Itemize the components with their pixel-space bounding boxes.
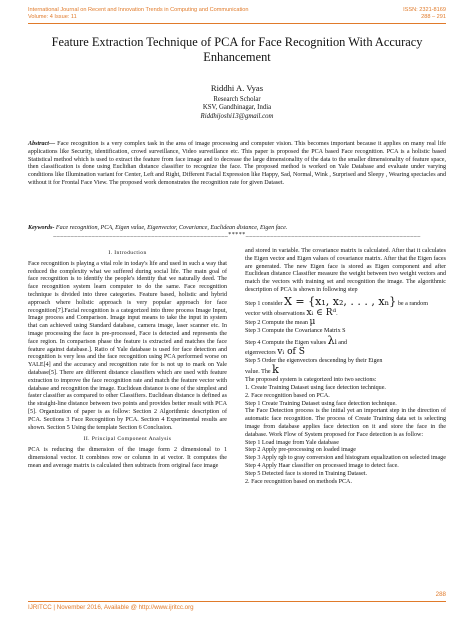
header-rule [28, 23, 446, 24]
journal-name: International Journal on Recent and Innovation Trends in Computing and Communication [28, 7, 249, 13]
proposed-system-intro: The proposed system is categorized into two sections: [245, 377, 377, 384]
pca-section-text: PCA is reducing the dimension of the image form 2 dimensional to 1 dimensional vector. It combines row or column in at vector. It computes the mean and average matrix is calculated then subtracts from original face image [28, 447, 227, 469]
pca-step-3: Step 3 Compute the Covariance Matrix S [245, 328, 346, 335]
fd-step-1: Step 1 Load image from Yale database [245, 439, 339, 446]
pca-step-4-line-2 [245, 348, 446, 358]
fd-step-5: Step 5 Detected face is stored in Training Dataset. [245, 470, 368, 477]
pca-step-1 [245, 294, 446, 309]
fd-step-3: Step 3 Apply rgb to gray conversion and histogram equalization on selected image [245, 455, 446, 462]
pca-continued-text: and stored in variable. The covariance matrix is calculated. After that it calculates the Eigen vector and Eigen values of covariance matrix. After that the Eigen faces are generated. The new Eigen face is stored as Eigen component and after Euclidean distance Classifier measure the weight between two weight vectors and match the vectors with training set and recognition the image. The algorithmic description of PCA is shown in following step [245, 248, 446, 293]
eigenvalue-symbol: λᵢ [327, 333, 337, 347]
fd-item-2: 2. Face recognition based on methods PCA. [245, 478, 352, 485]
left-column [28, 248, 227, 471]
pca-step-1-suffix: be a random [396, 300, 428, 307]
eigenvector-symbol: vᵢ of S [277, 346, 305, 357]
author-name: Riddhi A. Vyas [210, 83, 264, 93]
pca-step-2 [245, 318, 446, 328]
author-role: Research Scholar [213, 96, 261, 103]
fd-step-2: Step 2 Apply pre-processing on loaded image [245, 447, 357, 454]
pca-step-4-label: Step 4 Compute the Eigen values [245, 339, 328, 346]
section-heading-introduction: I. Introduction [108, 250, 147, 256]
introduction-text: Face recognition is playing a vital role in today's life and used in such a way that reduced the complexity what we suffered during social life. The main goal of face recognition is to identify the people's identity that we naturally deed. The face recognition system learn computer to do the same. Face recognition technique is divided into three categories. Feature based, holistic and hybrid approach where holistic approach is very popular approach for face recognition[7].Facial recognition is a categorized into three process Image Input, Image process and Comparison. Image input means to take the input in system that can achieved using Standard database, camera image, laser scanner etc. In image processing the face is pre-processed, Face is detected and represents the face region. In comparison phase the feature is extracted and matches the face feature against database.]. Ratio of Yale database is used for face detection and recognition is very less and the face recognition using PCA performed worse on YALE[4] and the accuracy and recognition rate for is not up to mark on Yale database[5]. There are different distance classifiers which are used with feature extraction to improve the face recognition rate and match the feature vector with database and recognition the image. Euclidean distance is one of the simplest and faster classifier as compared to other Classifiers. Euclidean distance is defined as the straight-line distance between two points and provides better result with PCA [5]. Organization of paper is as follow: Section 2 Algorithmic description of PCA. Sections 3 Face Recognition by PCA. Section 4 Experimental results are shown. Section 5 Using the template Section 6 Conclusion. [28, 260, 227, 431]
author-affiliation [0, 96, 474, 121]
observation-formula: xᵢ ∈ Rᵈ [306, 307, 337, 318]
journal-volume: Volume: 4 Issue: 11 [28, 14, 77, 20]
k-symbol: k [272, 363, 279, 377]
pca-step-5-line-2-label: value. The [245, 369, 273, 376]
keywords-text: Face recognition, PCA, Eigen value, Eigenvector, Covariance, Euclidean distance, Eigen face. [54, 225, 288, 231]
section-separator: __________________________________________________*****__________________________________________________ [53, 232, 421, 238]
footer-rule [28, 601, 446, 602]
keywords-label: Keywords- [28, 225, 55, 231]
journal-pages: 288 – 291 [421, 14, 446, 20]
pca-step-4-line-2-label: eigenvectors [245, 349, 278, 356]
abstract [28, 141, 446, 188]
running-header-right [403, 7, 446, 21]
pca-step-1-label: Step 1 consider [245, 300, 285, 307]
author-email[interactable]: Riddhijoshi13@gmail.com [200, 112, 274, 120]
right-column [245, 248, 446, 486]
abstract-label: Abstract— [28, 141, 56, 147]
pca-step-5-line-2 [245, 365, 446, 377]
page-number: 288 [435, 591, 446, 598]
pca-step-1-line-2-label: vector with observations [245, 310, 307, 317]
paper-title: Feature Extraction Technique of PCA for Face Recognition With Accuracy Enhancement [51, 35, 423, 64]
mean-symbol: μ [309, 317, 316, 328]
pca-step-1-line-2-suffix: . [336, 310, 338, 317]
abstract-text: Face recognition is a very complex task in the area of image processing and computer vision. This becomes important because it applies on many real life applications like Security, identification, crowd surveillance, Video surveillance etc. This paper is proposed the PCA based Face recognition. PCA is a holistic based Statistical method which is used to extract the feature from face image and to decrease the large dimensionality of the data to the smaller dimensionality of feature space, then classification is done using Euclidian distance classifier to recognize the face. The proposed method is worked on Yale Database and evaluate under varying conditions like Illumination variant for Center, Left and Right, Different Facial Expression like Happy, Sad, Normal, Wink , Surprised and Sleepy , Wearing spectacles and without it for Frontal Face View. The proposed work demonstrates the recognition rate for given Dataset. [28, 141, 446, 186]
running-header-left [28, 7, 248, 21]
proposed-item-1: 1. Create Training Dataset using face detection technique. [245, 384, 386, 391]
footer-text[interactable]: IJRITCC | November 2016, Available @ http://www.ijritcc.org [28, 604, 194, 611]
proposed-item-2: 2. Face recognition based on PCA. [245, 392, 330, 399]
face-detection-text: The Face Detection process is the initial yet an important step in the direction of automatic face recognition. The process of Create Training data set is selecting image from database applies face detection on it and store the face in the database. Work Flow of System proposed for Face detection is as follow: [245, 408, 446, 438]
section-heading-pca: II. Principal Component Analysis [83, 436, 172, 443]
pca-step-2-label: Step 2 Compute the mean [245, 320, 310, 327]
pca-step-5: Step 5 Order the eigenvectors descending by their Eigen [245, 357, 383, 364]
fd-step-4: Step 4 Apply Haar classifier on processed image to detect face. [245, 462, 399, 469]
journal-issn: ISSN: 2321-8169 [403, 7, 446, 13]
author-institution: KSV, Gandhinagar, India [202, 104, 272, 112]
random-vector-formula: X = {x₁, x₂, . . . , xₙ} [284, 294, 397, 308]
pca-step-1-line-2 [245, 309, 446, 319]
pca-step-4 [245, 333, 446, 348]
pca-step-4-suffix: and [336, 339, 348, 346]
proposed-subsection-1: Step 1 Create Training Dataset using face detection technique. [245, 400, 397, 407]
